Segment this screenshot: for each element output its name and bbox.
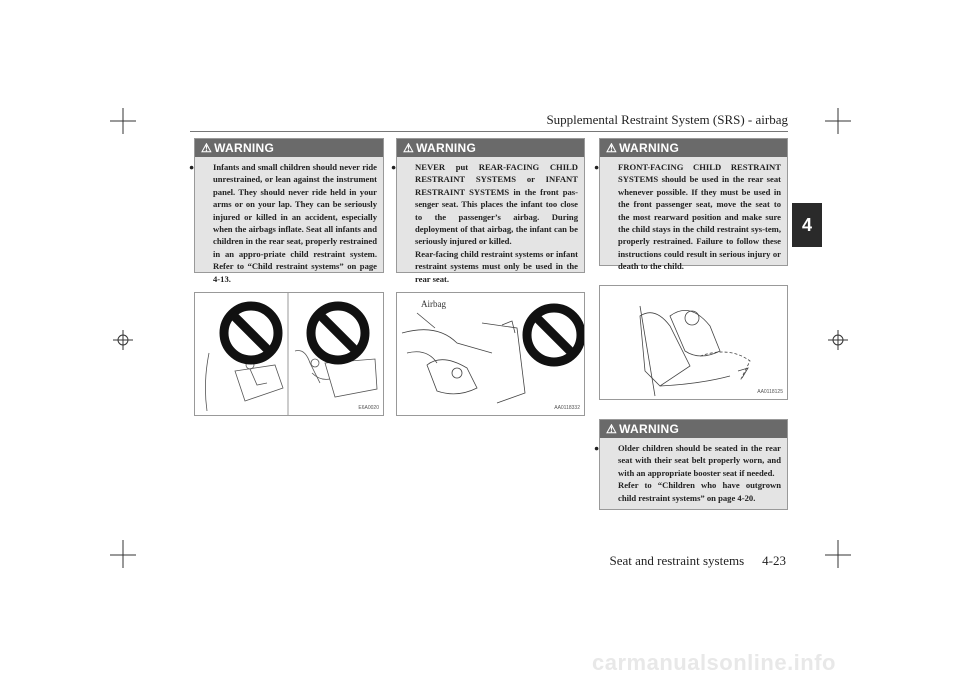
watermark: carmanualsonline.info xyxy=(592,650,836,675)
warning-paragraph: ● NEVER put REAR-FACING CHILD RESTRAINT SYSTEMS or INFANT RESTRAINT SYSTEMS in the front pas-senger seat. This places the infant too close to the passenger’s airbag. During deployment of that airbag, the infant can be seriously injured or killed. xyxy=(391,162,578,247)
figure-front-facing-seat xyxy=(599,285,788,400)
warning-box-infants xyxy=(189,138,384,284)
warning-label: WARNING xyxy=(214,141,275,155)
warning-header xyxy=(600,420,787,438)
bullet-icon: ● xyxy=(594,443,600,453)
warning-triangle-icon: ⚠ xyxy=(606,422,618,436)
warning-header xyxy=(397,139,584,157)
warning-paragraph: ● Infants and small children should never ride unrestrained, or lean against the instrument panel. They should never ride held in your arms or on your lap. They can be seriously injured or killed in an accident, especially when the airbags inflate. Seat all infants and children in the rear seat, properly restrained in an appro-priate child restraint system. Refer to “Child restraint systems” on page 4-13. xyxy=(189,162,377,284)
warning-label: WARNING xyxy=(619,422,680,436)
warning-triangle-icon: ⚠ xyxy=(403,141,415,155)
chapter-tab: 4 xyxy=(792,203,822,247)
prohibition-icon xyxy=(224,306,278,360)
warning-box-older-children xyxy=(594,419,788,510)
warning-paragraph: Refer to “Children who have outgrown child restraint systems” on page 4-20. xyxy=(618,480,781,503)
warning-triangle-icon: ⚠ xyxy=(201,141,213,155)
figure-infants-no-lap xyxy=(194,292,384,416)
prohibition-icon xyxy=(527,308,581,362)
warning-box-rear-facing xyxy=(391,138,585,284)
warning-box-front-facing xyxy=(594,138,788,272)
rear-facing-illustration xyxy=(397,293,585,416)
header-rule xyxy=(190,131,788,132)
figure-code: AA0118332 xyxy=(554,405,580,411)
page-number: 4-23 xyxy=(762,553,786,568)
footer-section: Seat and restraint systems xyxy=(609,553,745,568)
airbag-callout: Airbag xyxy=(421,299,446,309)
warning-label: WARNING xyxy=(416,141,477,155)
warning-header xyxy=(195,139,383,157)
front-facing-illustration xyxy=(600,286,788,400)
warning-label: WARNING xyxy=(619,141,680,155)
warning-header xyxy=(600,139,787,157)
figure-code: E6A0020 xyxy=(358,405,379,411)
bullet-icon: ● xyxy=(189,162,195,172)
warning-paragraph: Rear-facing child restraint systems or infant restraint systems must only be used in the rear seat. xyxy=(415,248,578,284)
figure-code: AA0118125 xyxy=(757,389,783,395)
bullet-icon: ● xyxy=(391,162,397,172)
header-title: Supplemental Restraint System (SRS) - airbag xyxy=(546,112,788,127)
footer xyxy=(591,553,786,569)
prohibition-icon xyxy=(311,306,365,360)
warning-paragraph: ● Older children should be seated in the rear seat with their seat belt properly worn, and with an appropriate booster seat if needed. xyxy=(594,443,781,478)
warning-paragraph: ● FRONT-FACING CHILD RESTRAINT SYSTEMS should be used in the rear seat whenever possible. If they must be used in the front passenger seat, move the seat to the most rearward position and make sure the child stays in the child restraint sys-tem, properly restrained. Failure to follow these instructions could result in serious injury or death to the child. xyxy=(594,162,781,272)
warning-triangle-icon: ⚠ xyxy=(606,141,618,155)
bullet-icon: ● xyxy=(594,162,600,172)
figure-rear-facing-airbag xyxy=(396,292,585,416)
infant-illustration xyxy=(195,293,384,416)
